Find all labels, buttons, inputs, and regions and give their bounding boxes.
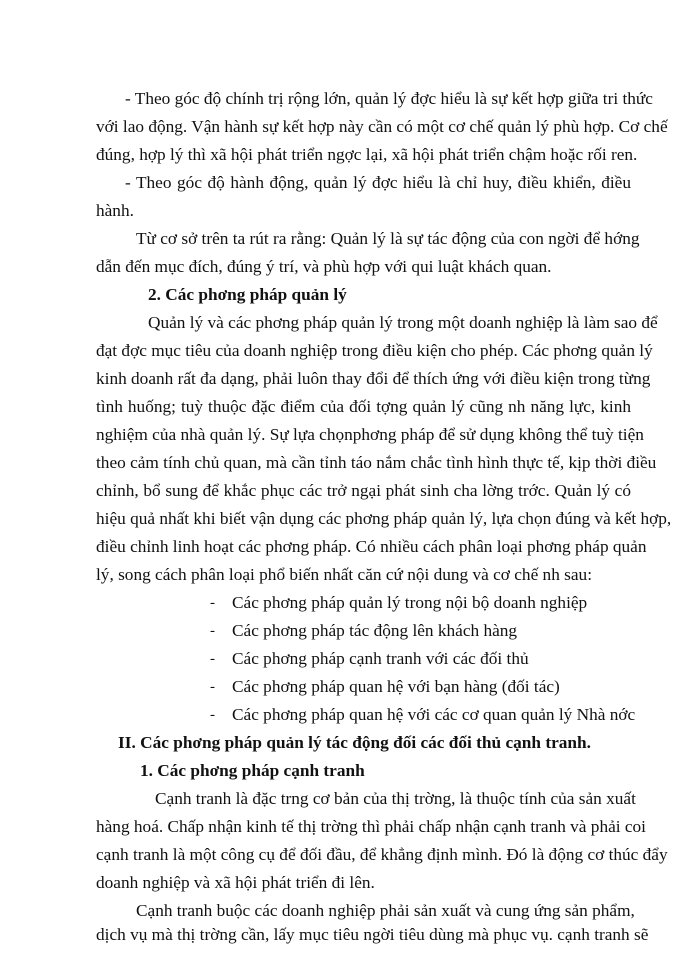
text-line: hàng hoá. Chấp nhận kinh tế thị trờng thì phải chấp nhận cạnh tranh và phải coi bbox=[96, 817, 646, 836]
text-line: - Theo góc độ hành động, quản lý đợc hiểu là chỉ huy, điều khiển, điều bbox=[125, 173, 631, 192]
list-item: Các phơng pháp quản lý trong nội bộ doanh nghiệp bbox=[232, 593, 588, 612]
text-line: kinh doanh rất đa dạng, phải luôn thay đổi để thích ứng với điều kiện trong từng bbox=[96, 369, 651, 388]
list-item: Các phơng pháp quan hệ với các cơ quan quản lý Nhà nớc bbox=[232, 705, 636, 724]
section-heading: 2. Các phơng pháp quản lý bbox=[148, 285, 347, 304]
text-line: chỉnh, bổ sung để khắc phục các trở ngại phát sinh cha lờng trớc. Quản lý có bbox=[96, 481, 631, 500]
text-line: Quản lý và các phơng pháp quản lý trong một doanh nghiệp là làm sao để bbox=[148, 313, 658, 332]
list-bullet: - bbox=[210, 707, 215, 723]
text-line: đúng, hợp lý thì xã hội phát triển ngợc lại, xã hội phát triển chậm hoặc rối ren. bbox=[96, 145, 638, 164]
list-bullet: - bbox=[210, 679, 215, 695]
text-line: với lao động. Vận hành sự kết hợp này cần có một cơ chế quản lý phù hợp. Cơ chế bbox=[96, 117, 668, 136]
text-line: dẫn đến mục đích, đúng ý trí, và phù hợp với qui luật khách quan. bbox=[96, 257, 552, 276]
list-bullet: - bbox=[210, 651, 215, 667]
text-line: cạnh tranh là một công cụ để đối đầu, để khẳng định mình. Đó là động cơ thúc đẩy bbox=[96, 845, 668, 864]
text-line: đạt đợc mục tiêu của doanh nghiệp trong điều kiện cho phép. Các phơng quản lý bbox=[96, 341, 653, 360]
list-item: Các phơng pháp quan hệ với bạn hàng (đối tác) bbox=[232, 677, 560, 696]
list-bullet: - bbox=[210, 595, 215, 611]
text-line: doanh nghiệp và xã hội phát triển đi lên. bbox=[96, 873, 375, 892]
list-item: Các phơng pháp tác động lên khách hàng bbox=[232, 621, 518, 640]
text-line: theo cảm tính chủ quan, mà cần tỉnh táo nắm chắc tình hình thực tế, kịp thời điều bbox=[96, 453, 657, 472]
text-line: hành. bbox=[96, 201, 134, 220]
text-line: Từ cơ sở trên ta rút ra rằng: Quản lý là sự tác động của con ngời để hớng bbox=[136, 229, 640, 248]
text-line: nghiệm của nhà quản lý. Sự lựa chọnphơng pháp để sử dụng không thể tuỳ tiện bbox=[96, 425, 644, 444]
text-line: điều chỉnh linh hoạt các phơng pháp. Có nhiều cách phân loại phơng pháp quản bbox=[96, 537, 647, 556]
list-item: Các phơng pháp cạnh tranh với các đối thủ bbox=[232, 649, 529, 668]
text-line: dịch vụ mà thị trờng cần, lấy mục tiêu ngời tiêu dùng mà phục vụ. cạnh tranh sẽ bbox=[96, 925, 649, 944]
text-line: Cạnh tranh là đặc trng cơ bản của thị trờng, là thuộc tính của sản xuất bbox=[155, 789, 636, 808]
section-heading: II. Các phơng pháp quản lý tác động đối các đối thủ cạnh tranh. bbox=[118, 733, 591, 752]
text-line: Cạnh tranh buộc các doanh nghiệp phải sản xuất và cung ứng sản phẩm, bbox=[136, 901, 635, 920]
list-bullet: - bbox=[210, 623, 215, 639]
subsection-heading: 1. Các phơng pháp cạnh tranh bbox=[140, 761, 365, 780]
text-line: tình huống; tuỳ thuộc đặc điểm của đối tợng quản lý cũng nh năng lực, kinh bbox=[96, 397, 631, 416]
text-line: - Theo góc độ chính trị rộng lớn, quản lý đợc hiểu là sự kết hợp giữa tri thức bbox=[125, 89, 653, 108]
text-line: lý, song cách phân loại phổ biến nhất căn cứ nội dung và cơ chế nh sau: bbox=[96, 565, 593, 584]
text-line: hiệu quả nhất khi biết vận dụng các phơng pháp quản lý, lựa chọn đúng và kết hợp, bbox=[96, 509, 672, 528]
